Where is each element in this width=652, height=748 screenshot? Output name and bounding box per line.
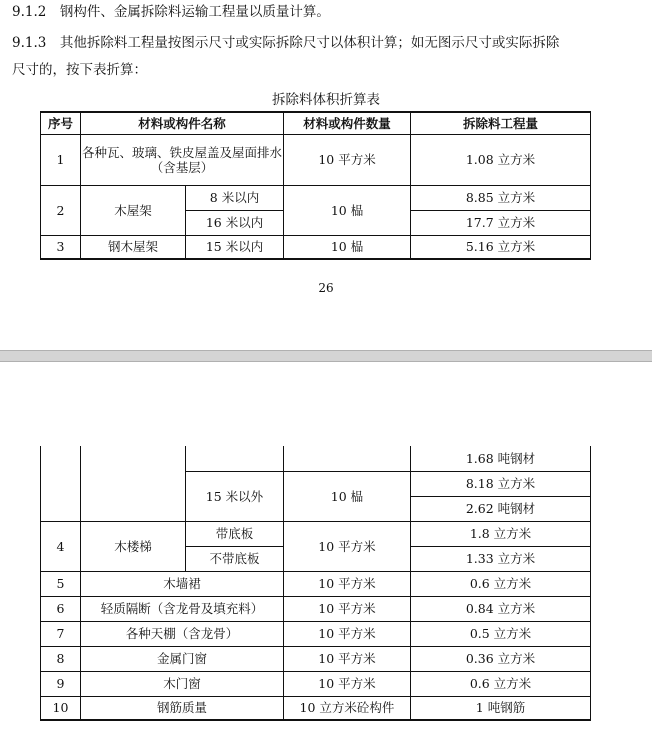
cell-serial-continued [41,446,81,521]
cell-quantity: 10 平方米 [284,571,411,596]
cell-volume: 8.18 立方米 [411,471,591,496]
cell-volume: 0.5 立方米 [411,621,591,646]
document-page-1 [0,0,652,350]
cell-name: 钢筋质量 [81,696,284,720]
table-row [41,646,591,671]
cell-quantity-continued [284,446,411,471]
table-caption: 拆除料体积折算表 [272,92,380,108]
cell-quantity: 10 平方米 [284,521,411,571]
cell-quantity: 10 立方米砼构件 [284,696,411,720]
cell-span: 8 米以内 [186,185,284,210]
table-row [41,134,591,185]
cell-sub-type: 带底板 [186,521,284,546]
cell-volume: 17.7 立方米 [411,210,591,235]
table-row [41,521,591,546]
cell-quantity: 10 榀 [284,185,411,235]
cell-volume: 0.6 立方米 [411,571,591,596]
cell-volume: 1.08 立方米 [411,134,591,185]
cell-span: 16 米以内 [186,210,284,235]
cell-serial: 6 [41,596,81,621]
cell-quantity: 10 平方米 [284,671,411,696]
cell-span: 15 米以外 [186,471,284,521]
cell-volume: 1.8 立方米 [411,521,591,546]
cell-volume: 0.6 立方米 [411,671,591,696]
cell-volume: 2.62 吨钢材 [411,496,591,521]
cell-serial: 8 [41,646,81,671]
cell-span-continued [186,446,284,471]
cell-volume: 1.68 吨钢材 [411,446,591,471]
table-header-row [41,112,591,134]
cell-quantity: 10 榀 [284,235,411,259]
table-row [41,696,591,720]
cell-name: 木楼梯 [81,521,186,571]
page-number: 26 [318,281,334,295]
header-material-name: 材料或构件名称 [81,112,284,134]
cell-quantity: 10 平方米 [284,646,411,671]
cell-serial: 10 [41,696,81,720]
cell-serial: 4 [41,521,81,571]
table-row [41,446,591,471]
header-quantity: 材料或构件数量 [284,112,411,134]
table-row [41,596,591,621]
cell-name: 金属门窗 [81,646,284,671]
cell-volume: 1.33 立方米 [411,546,591,571]
table-row [41,671,591,696]
table-row [41,185,591,210]
cell-name-continued [81,446,186,521]
cell-sub-type: 不带底板 [186,546,284,571]
cell-name: 各种瓦、玻璃、铁皮屋盖及屋面排水（含基层） [81,134,284,185]
cell-quantity: 10 平方米 [284,621,411,646]
conversion-table-part-2 [40,446,591,721]
cell-quantity: 10 平方米 [284,596,411,621]
cell-name: 木墙裙 [81,571,284,596]
clause-9-1-3: 9.1.3 其他拆除料工程量按图示尺寸或实际拆除尺寸以体积计算；如无图示尺寸或实际拆除 [12,35,560,51]
cell-quantity: 10 榀 [284,471,411,521]
page-separator [0,350,652,362]
cell-serial: 7 [41,621,81,646]
header-volume: 拆除料工程量 [411,112,591,134]
cell-name: 木门窗 [81,671,284,696]
table-row [41,235,591,259]
cell-name: 钢木屋架 [81,235,186,259]
cell-quantity: 10 平方米 [284,134,411,185]
cell-volume: 0.36 立方米 [411,646,591,671]
cell-volume: 1 吨钢筋 [411,696,591,720]
cell-name: 轻质隔断（含龙骨及填充料） [81,596,284,621]
clause-9-1-2: 9.1.2 钢构件、金属拆除料运输工程量以质量计算。 [12,4,330,20]
cell-serial: 1 [41,134,81,185]
clause-9-1-3-continued: 尺寸的，按下表折算： [12,62,147,78]
cell-name: 各种天棚（含龙骨） [81,621,284,646]
conversion-table-part-1 [40,111,591,260]
document-page-2 [0,362,652,748]
table-row [41,571,591,596]
cell-serial: 5 [41,571,81,596]
cell-serial: 2 [41,185,81,235]
cell-name: 木屋架 [81,185,186,235]
cell-volume: 5.16 立方米 [411,235,591,259]
cell-volume: 8.85 立方米 [411,185,591,210]
cell-volume: 0.84 立方米 [411,596,591,621]
table-row [41,621,591,646]
cell-serial: 3 [41,235,81,259]
cell-serial: 9 [41,671,81,696]
cell-span: 15 米以内 [186,235,284,259]
header-serial: 序号 [41,112,81,134]
